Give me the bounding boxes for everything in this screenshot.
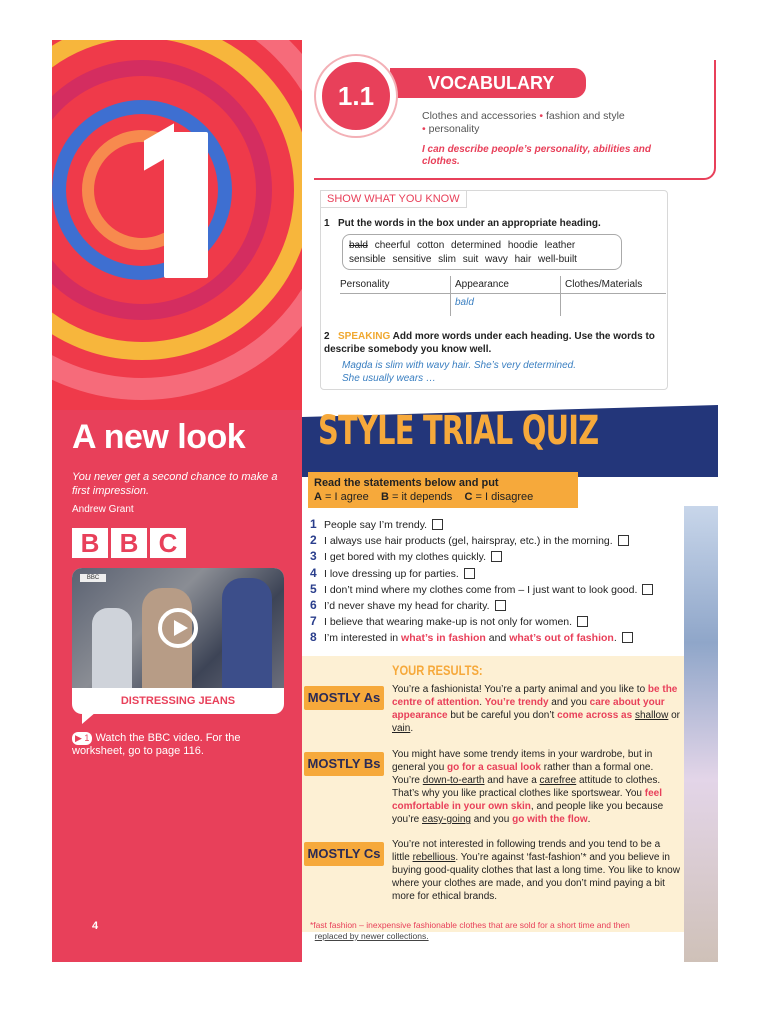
video-title: DISTRESSING JEANS (120, 695, 236, 707)
table-header: Clothes/Materials (560, 276, 666, 293)
quiz-instructions: Read the statements below and put A = I agree B = it depends C = I disagree (308, 472, 578, 508)
show-what-you-know-tab: SHOW WHAT YOU KNOW (320, 190, 467, 208)
unit-quote: You never get a second chance to make a first impression. (72, 471, 278, 497)
swirl-artwork (52, 40, 302, 410)
answer-checkbox[interactable] (577, 616, 588, 627)
lesson-goal: I can describe people’s personality, abilities and clothes. (422, 144, 651, 167)
list-item: 4 I love dressing up for parties. (310, 565, 710, 581)
result-tag-c: MOSTLY Cs (304, 842, 384, 866)
video-badge-icon: ▶ 1 (72, 732, 92, 745)
list-item: 1 People say I’m trendy. (310, 516, 710, 532)
quote-author: Andrew Grant (72, 504, 134, 515)
list-item: 8 I’m interested in what’s in fashion and what’s out of fashion. (310, 629, 710, 645)
video-thumbnail[interactable]: BBC (72, 568, 284, 688)
answer-checkbox[interactable] (491, 551, 502, 562)
table-cell: bald (450, 294, 560, 316)
exercise-1: 1 Put the words in the box under an appropriate heading. (324, 218, 601, 229)
textbook-page (52, 40, 718, 962)
result-tag-a: MOSTLY As (304, 686, 384, 710)
answer-checkbox[interactable] (432, 519, 443, 530)
crossed-word: bald (349, 240, 368, 251)
play-icon[interactable] (158, 608, 198, 648)
unit-number-graphic (164, 132, 208, 278)
result-text-b: You might have some trendy items in your wardrobe, but in general you go for a casual look rather than a formal one. You’re down-to-earth and have a carefree attitude to clothes. That’s why you like practical clothes like sportswear. You feel comfortable in your own skin, and people like you because you’re easy-going and you go with the flow. (392, 749, 664, 825)
lesson-code-badge: 1.1 (316, 56, 396, 136)
word-box: bald cheerful cotton determined hoodie leather sensible sensitive slim suit wavy hair well-built (342, 234, 622, 270)
answer-checkbox[interactable] (495, 600, 506, 611)
bbc-letter: C (150, 528, 186, 558)
example-sentence: Magda is slim with wavy hair. She’s very determined. She usually wears … (342, 360, 576, 384)
answer-checkbox[interactable] (622, 632, 633, 643)
list-item: 2 I always use hair products (gel, hairspray, etc.) in the morning. (310, 532, 710, 548)
results-title: YOUR RESULTS: (392, 662, 483, 678)
answer-checkbox[interactable] (618, 535, 629, 546)
quiz-list (310, 516, 710, 646)
bbc-logo (72, 528, 186, 558)
speech-tail (82, 712, 96, 724)
page-number: 4 (92, 920, 99, 932)
table-header: Personality (340, 279, 390, 290)
bbc-letter: B (72, 528, 108, 558)
answer-checkbox[interactable] (642, 584, 653, 595)
quiz-title: STYLE TRIAL QUIZ (318, 408, 599, 454)
list-item: 7 I believe that wearing make-up is not only for women. (310, 613, 710, 629)
bbc-letter: B (111, 528, 147, 558)
answer-checkbox[interactable] (464, 568, 475, 579)
section-label: VOCABULARY (390, 68, 586, 98)
list-item: 6 I’d never shave my head for charity. (310, 597, 710, 613)
list-item: 5 I don’t mind where my clothes come from – I just want to look good. (310, 581, 710, 597)
video-card[interactable] (72, 568, 284, 714)
result-text-a: You’re a fashionista! You’re a party animal and you like to be the centre of attention. You’re trendy and you care about your appearance but be careful you don’t come across as shallow or vain. (392, 684, 680, 734)
heading-table (340, 276, 666, 316)
lesson-topics: Clothes and accessories • fashion and style • personality (422, 110, 625, 135)
side-photo (684, 506, 718, 962)
unit-title: A new look (72, 418, 246, 456)
table-header: Appearance (450, 276, 560, 293)
footnote: *fast fashion – inexpensive fashionable clothes that are sold for a short time and then replaced by newer collections. (310, 920, 630, 941)
unit-opener-panel (52, 40, 302, 962)
exercise-2: 2 SPEAKING Add more words under each heading. Use the words to describe somebody you know well. (324, 331, 655, 355)
video-instructions: ▶ 1 Watch the BBC video. For the worksheet, go to page 116. (72, 732, 241, 757)
result-text-c: You’re not interested in following trends and you tend to be a little rebellious. You’re against ‘fast-fashion’* and you believe in buying good-quality clothes that last a long time. You like to know where your clothes are made, and you don’t mind paying a bit more for ethical brands. (392, 839, 680, 902)
list-item: 3 I get bored with my clothes quickly. (310, 548, 710, 564)
result-tag-b: MOSTLY Bs (304, 752, 384, 776)
